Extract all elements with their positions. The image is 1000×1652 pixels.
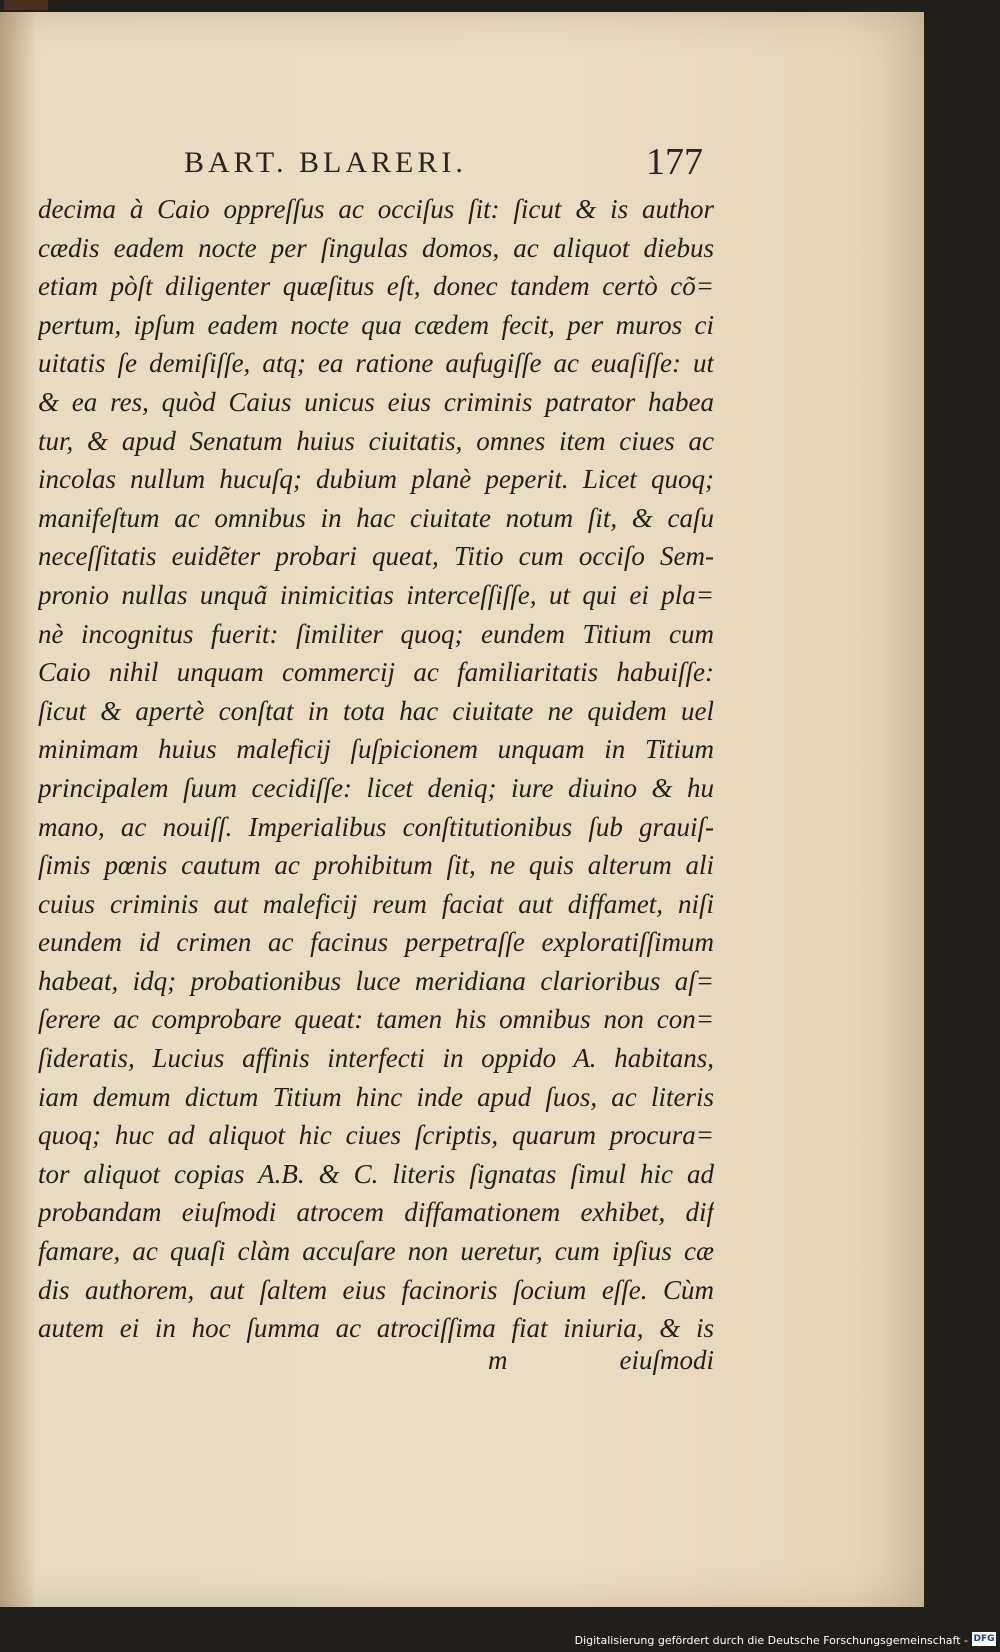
text-line: incolas nullum hucuſq; dubium planè peperit. Licet quoq;: [38, 464, 714, 495]
text-line: etiam pòſt diligenter quæſitus eſt, donec tandem certò cõ=: [38, 271, 714, 302]
text-line: dis authorem, aut ſaltem eius facinoris ſocium eſſe. Cùm: [38, 1274, 714, 1305]
text-line: ſimis pœnis cautum ac prohibitum ſit, ne quis alterum ali: [38, 850, 714, 881]
text-line: habeat, idq; probationibus luce meridiana clarioribus aſ=: [38, 965, 714, 996]
text-line: manifeſtum ac omnibus in hac ciuitate notum ſit, & caſu: [38, 502, 714, 533]
catchword: eiuſmodi: [619, 1345, 714, 1375]
page-number: 177: [646, 141, 703, 183]
text-line: ſerere ac comprobare queat: tamen his omnibus non con=: [38, 1004, 714, 1035]
dfg-logo-icon: DFG: [973, 1634, 995, 1644]
text-line: autem ei in hoc ſumma ac atrociſſima fiat iniuria, & is: [38, 1313, 714, 1344]
text-line: mano, ac nouiſſ. Imperialibus conſtitutionibus ſub grauiſ-: [38, 811, 714, 842]
gutter-shading: [0, 12, 36, 1607]
text-line: ſideratis, Lucius affinis interfecti in oppido A. habitans,: [38, 1043, 714, 1074]
page-edge-tab: [4, 0, 48, 10]
text-line: quoq; huc ad aliquot hic ciues ſcriptis, quarum procura=: [38, 1120, 714, 1151]
text-line: cædis eadem nocte per ſingulas domos, ac aliquot diebus: [38, 232, 714, 263]
text-line: ſicut & apertè conſtat in tota hac ciuitate ne quidem uel: [38, 695, 714, 726]
text-line: tur, & apud Senatum huius ciuitatis, omnes item ciues ac: [38, 425, 714, 456]
text-line: cuius criminis aut maleficij reum faciat aut diffamet, niſi: [38, 888, 714, 919]
text-line: & ea res, quòd Caius unicus eius criminis patrator habea: [38, 386, 714, 417]
text-line: nè incognitus fuerit: ſimiliter quoq; eundem Titium cum: [38, 618, 714, 649]
text-line: probandam eiuſmodi atrocem diffamationem exhibet, dif: [38, 1197, 714, 1228]
text-line: uitatis ſe demiſiſſe, atq; ea ratione aufugiſſe ac euaſiſſe: ut: [38, 348, 714, 379]
text-line: minimam huius maleficij ſuſpicionem unquam in Titium: [38, 734, 714, 765]
running-head: BART. BLARERI.: [184, 146, 467, 179]
text-line: tor aliquot copias A.B. & C. literis ſignatas ſimul hic ad: [38, 1158, 714, 1189]
text-line: neceſſitatis euidẽter probari queat, Titio cum occiſo Sem-: [38, 541, 714, 572]
digitization-credit: [0, 1628, 1000, 1652]
text-line: Caio nihil unquam commercij ac familiaritatis habuiſſe:: [38, 657, 714, 688]
text-line: famare, ac quaſi clàm accuſare non ueretur, cum ipſius cæ: [38, 1236, 714, 1267]
page-header: [0, 138, 924, 188]
page-footer: [38, 1345, 714, 1385]
text-line: pertum, ipſum eadem nocte qua cædem fecit, per muros ci: [38, 309, 714, 340]
credit-text: Digitalisierung gefördert durch die Deutsche Forschungsgemeinschaft -: [574, 1634, 968, 1647]
text-line: decima à Caio oppreſſus ac occiſus ſit: ſicut & is author: [38, 194, 714, 224]
text-line: pronio nullas unquã inimicitias interceſſiſſe, ut qui ei pla=: [38, 579, 714, 610]
text-line: principalem ſuum cecidiſſe: licet deniq; iure diuino & hu: [38, 772, 714, 803]
text-line: eundem id crimen ac facinus perpetraſſe exploratiſſimum: [38, 927, 714, 958]
text-line: iam demum dictum Titium hinc inde apud ſuos, ac literis: [38, 1081, 714, 1112]
signature-mark: m: [488, 1345, 508, 1375]
body-text: [38, 190, 714, 1348]
